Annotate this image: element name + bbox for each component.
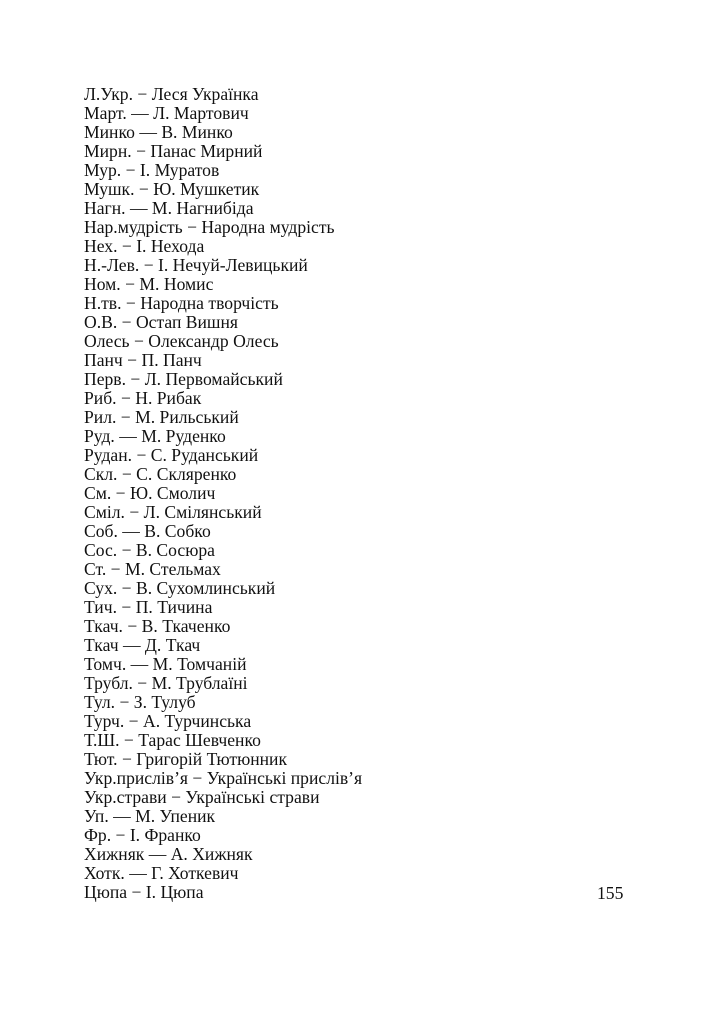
abbreviation-entry: Март. — Л. Мартович	[84, 103, 249, 123]
abbreviation-entry: Ст. − М. Стельмах	[84, 559, 221, 579]
abbreviation-entry: Рил. − М. Рильський	[84, 407, 239, 427]
abbreviation-entry: Сміл. − Л. Смілянський	[84, 502, 262, 522]
abbreviation-entry: Н.тв. − Народна творчість	[84, 293, 279, 313]
abbreviation-entry: Олесь − Олександр Олесь	[84, 331, 279, 351]
abbreviation-entry: Скл. − С. Скляренко	[84, 464, 237, 484]
abbreviation-entry: Сос. − В. Сосюра	[84, 540, 215, 560]
abbreviation-entry: Перв. − Л. Первомайський	[84, 369, 283, 389]
abbreviation-entry: Сух. − В. Сухомлинський	[84, 578, 276, 598]
abbreviation-entry: Мушк. − Ю. Мушкетик	[84, 179, 260, 199]
abbreviation-entry: Турч. − А. Турчинська	[84, 711, 252, 731]
abbreviation-entry: Тют. − Григорій Тютюнник	[84, 749, 288, 769]
page-number: 155	[597, 883, 624, 903]
abbreviation-entry: Нар.мудрість − Народна мудрість	[84, 217, 335, 237]
abbreviation-entry: Тич. − П. Тичина	[84, 597, 213, 617]
abbreviation-entry: Трубл. − М. Трублаїні	[84, 673, 248, 693]
abbreviation-entry: См. − Ю. Смолич	[84, 483, 216, 503]
abbreviation-entry: Л.Укр. − Леся Українка	[84, 84, 259, 104]
abbreviation-entry: Цюпа − І. Цюпа	[84, 882, 204, 902]
abbreviation-entry: Т.Ш. − Тарас Шевченко	[84, 730, 261, 750]
abbreviation-entry: О.В. − Остап Вишня	[84, 312, 238, 332]
abbreviation-entry: Мур. − І. Муратов	[84, 160, 220, 180]
abbreviation-entry: Н.-Лев. − І. Нечуй-Левицький	[84, 255, 308, 275]
abbreviation-entry: Риб. − Н. Рибак	[84, 388, 202, 408]
abbreviation-entry: Хижняк — А. Хижняк	[84, 844, 253, 864]
abbreviation-entry: Уп. — М. Упеник	[84, 806, 216, 826]
abbreviation-entry: Нех. − І. Нехода	[84, 236, 205, 256]
abbreviation-entry: Соб. — В. Собко	[84, 521, 211, 541]
abbreviation-list	[84, 85, 362, 902]
abbreviation-entry: Фр. − І. Франко	[84, 825, 201, 845]
abbreviation-entry: Укр.прислів’я − Українські прислів’я	[84, 768, 363, 788]
abbreviation-entry: Мирн. − Панас Мирний	[84, 141, 263, 161]
abbreviation-entry: Хотк. — Г. Хоткевич	[84, 863, 239, 883]
abbreviation-entry: Тул. − З. Тулуб	[84, 692, 196, 712]
abbreviation-entry: Укр.страви − Українські страви	[84, 787, 320, 807]
abbreviation-entry: Ном. − М. Номис	[84, 274, 214, 294]
abbreviation-entry: Рудан. − С. Руданський	[84, 445, 259, 465]
abbreviation-entry: Минко — В. Минко	[84, 122, 233, 142]
abbreviation-entry: Панч − П. Панч	[84, 350, 202, 370]
abbreviation-entry: Нагн. — М. Нагнибіда	[84, 198, 254, 218]
abbreviation-entry: Ткач — Д. Ткач	[84, 635, 201, 655]
abbreviation-entry: Руд. — М. Руденко	[84, 426, 226, 446]
abbreviation-entry: Томч. — М. Томчаній	[84, 654, 247, 674]
abbreviation-entry: Ткач. − В. Ткаченко	[84, 616, 231, 636]
